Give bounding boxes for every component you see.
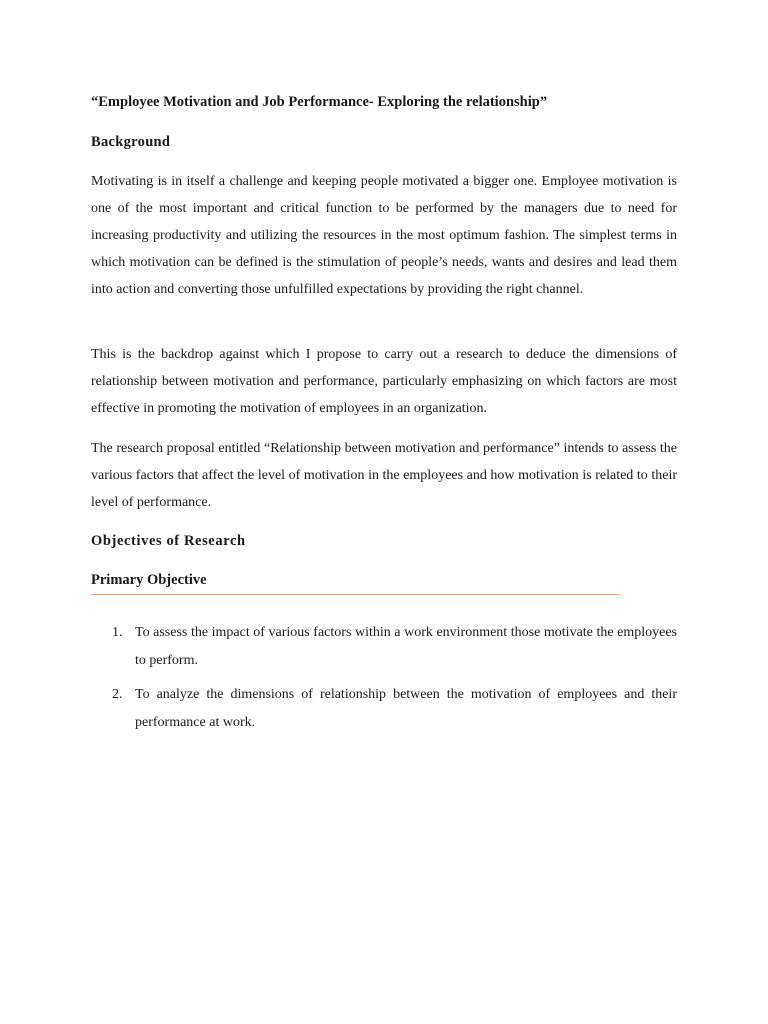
objectives-heading: Objectives of Research	[91, 533, 246, 549]
list-item-number: 1.	[112, 625, 123, 640]
primary-objective-heading: Primary Objective	[91, 572, 207, 588]
list-item-text: To analyze the dimensions of relationship between the motivation of employees and their performance at work.	[135, 687, 677, 730]
background-paragraph-1: Motivating is in itself a challenge and keeping people motivated a bigger one. Employee motivation is one of the most important and critical function to be performed by the managers due to need for increasing productivity and utilizing the resources in the most optimum fashion. The simplest terms in which motivation can be defined is the stimulation of people’s needs, wants and desires and lead them into action and converting those unfulfilled expectations by providing the right channel.	[91, 174, 677, 297]
background-paragraph-3: The research proposal entitled “Relationship between motivation and performance” intends to assess the various factors that affect the level of motivation in the employees and how motivation is related to their level of performance.	[91, 441, 677, 510]
background-paragraph-2: This is the backdrop against which I propose to carry out a research to deduce the dimensions of relationship between motivation and performance, particularly emphasizing on which factors are most effective in promoting the motivation of employees in an organization.	[91, 347, 677, 416]
background-heading: Background	[91, 134, 171, 150]
list-item	[91, 619, 677, 675]
list-item-number: 2.	[112, 687, 123, 702]
objectives-list	[91, 619, 677, 743]
list-item-text: To assess the impact of various factors within a work environment those motivate the employees to perform.	[135, 625, 677, 668]
list-item	[91, 681, 677, 737]
heading-underline-rule	[91, 594, 620, 595]
document-title: “Employee Motivation and Job Performance- Exploring the relationship”	[91, 94, 548, 110]
